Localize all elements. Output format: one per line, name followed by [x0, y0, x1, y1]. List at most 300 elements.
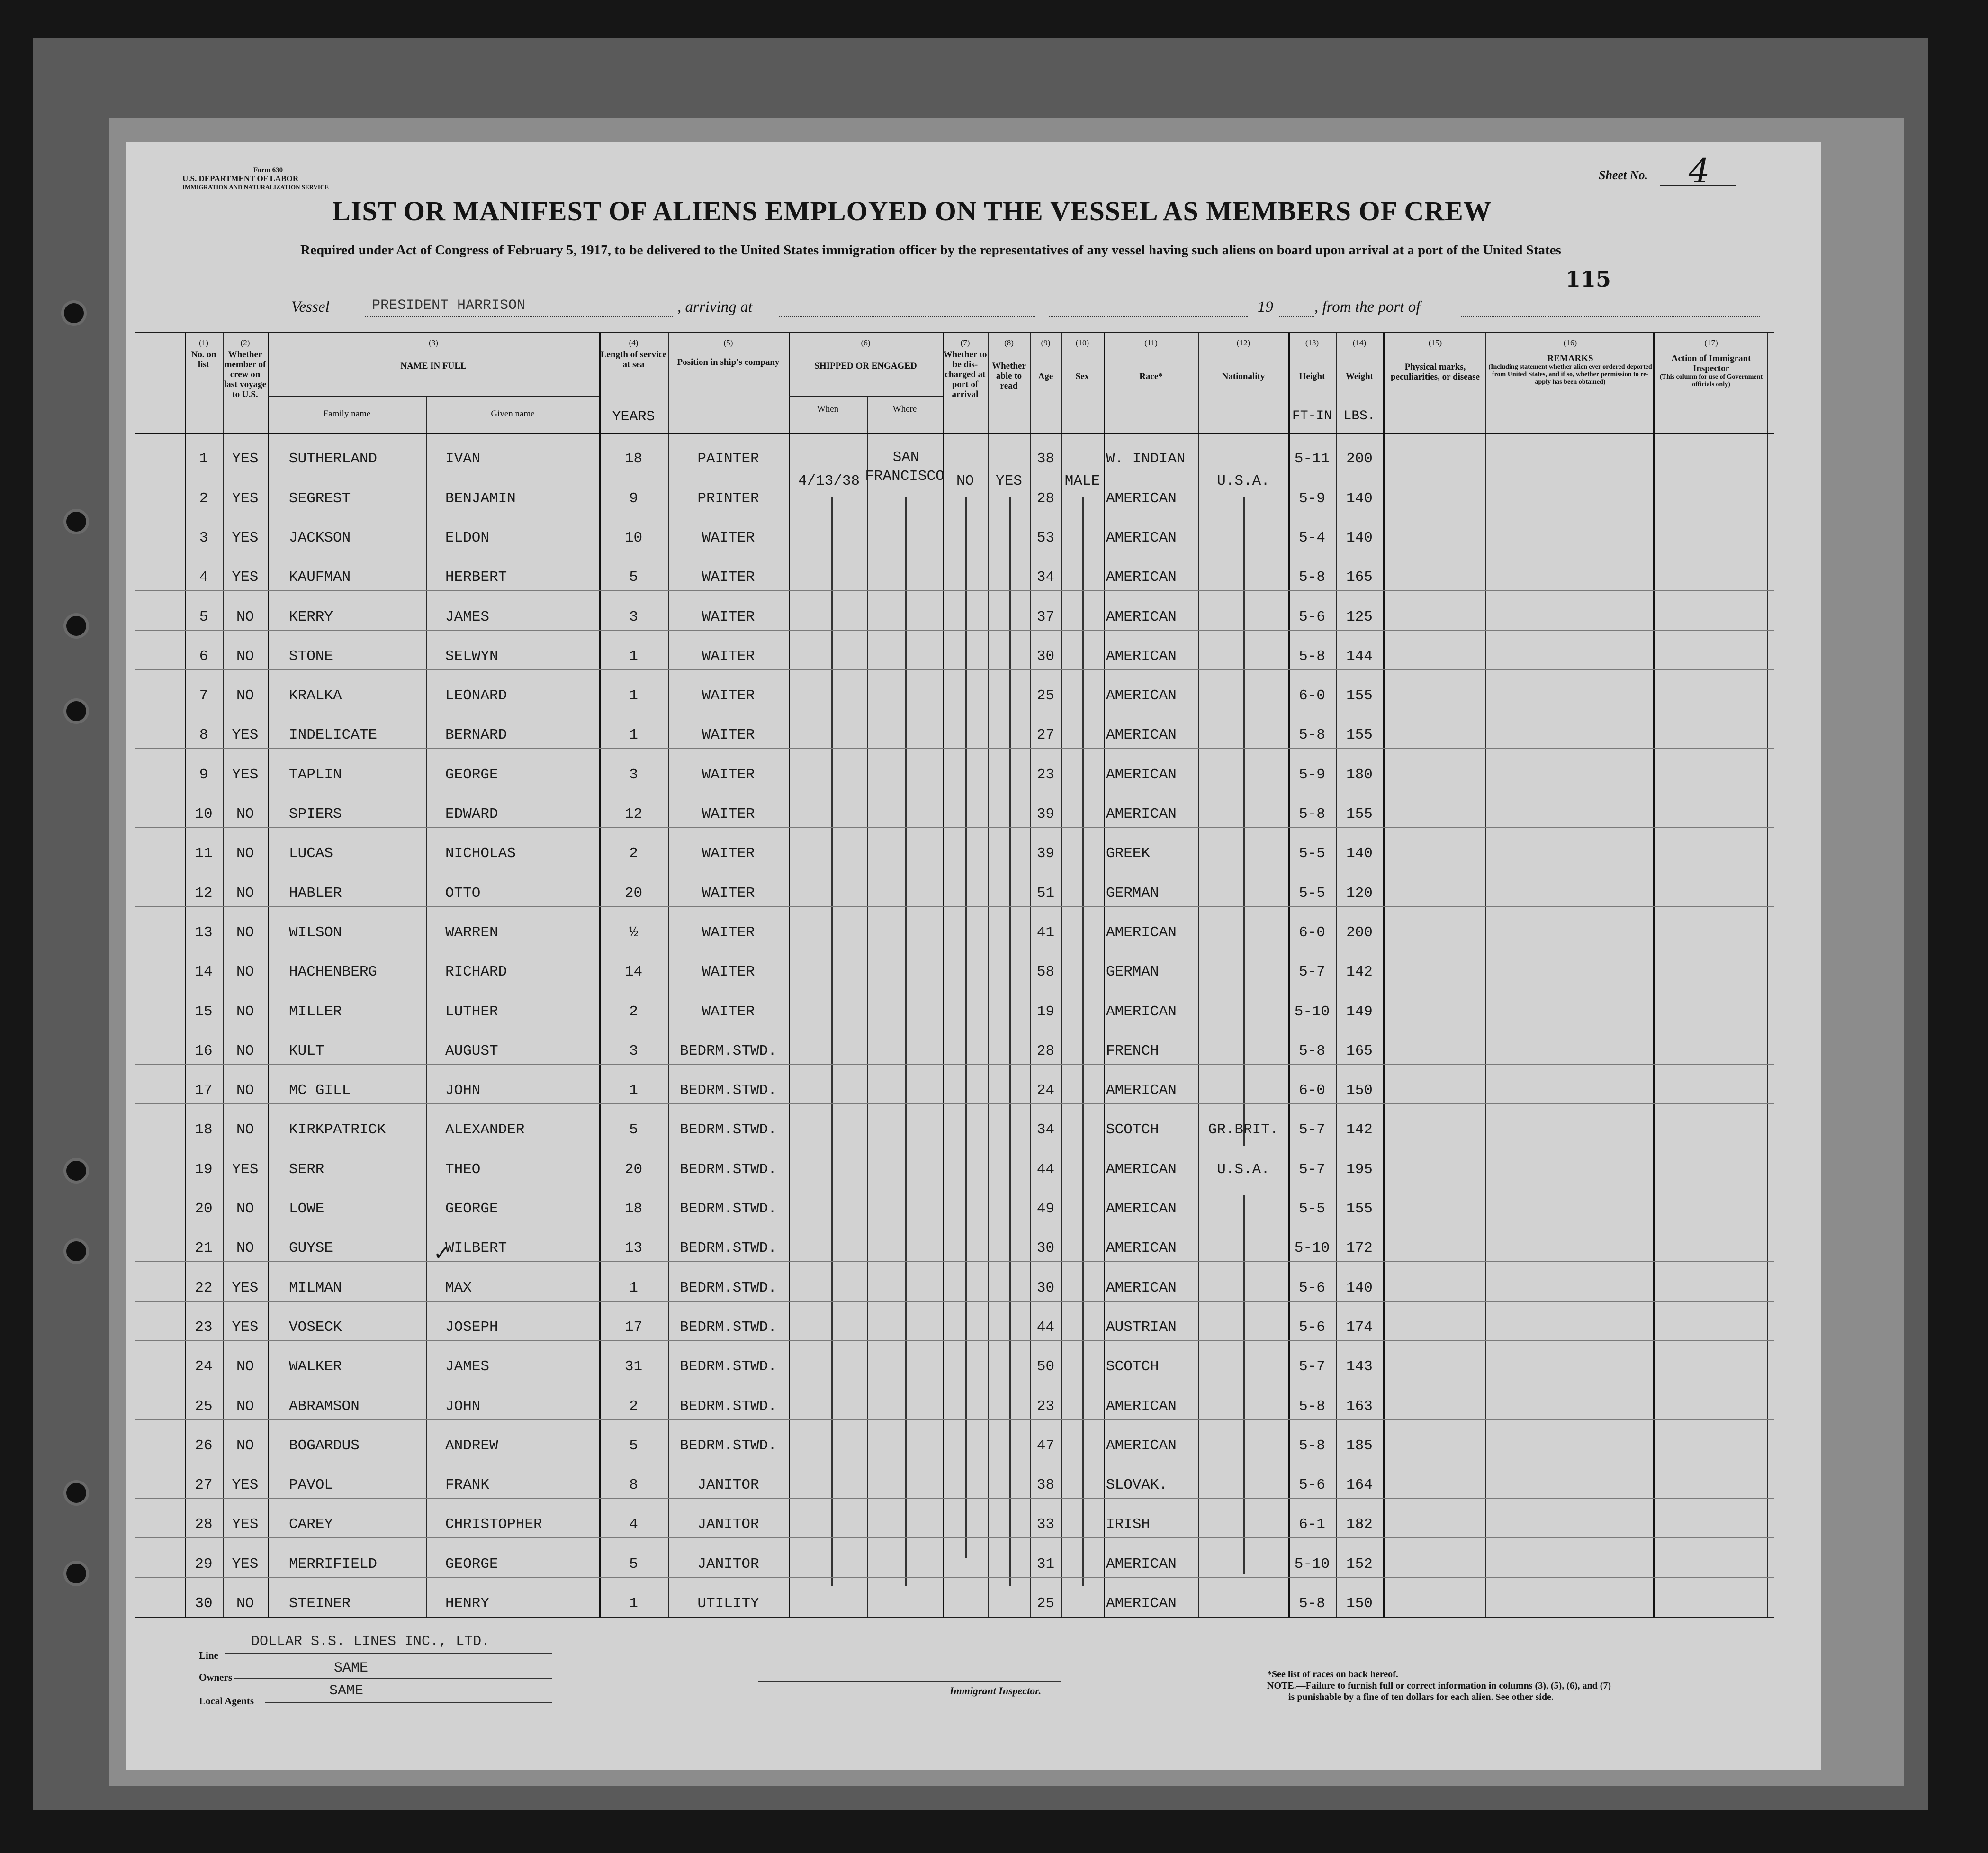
unit-ft-in: FT-IN [1292, 409, 1332, 424]
cell-crew: YES [232, 1516, 259, 1533]
cell-age: 44 [1036, 1161, 1055, 1178]
cell-race: GERMAN [1106, 964, 1159, 981]
cell-position: BEDRM.STWD. [680, 1437, 777, 1454]
cell-race: AMERICAN [1106, 727, 1177, 744]
header-num: (9) [1041, 338, 1051, 347]
cell-weight: 155 [1346, 727, 1373, 744]
cell-crew: NO [236, 964, 254, 981]
ditto-mark [831, 497, 833, 1586]
cell-family: JACKSON [289, 529, 351, 546]
ditto-mark [1243, 497, 1245, 1146]
cell-race: IRISH [1106, 1516, 1151, 1533]
row-divider [135, 1577, 1774, 1578]
cell-age: 25 [1036, 687, 1055, 705]
cell-no: 22 [195, 1279, 213, 1296]
cell-race: AMERICAN [1106, 1201, 1177, 1217]
cell-position: BEDRM.STWD. [680, 1358, 777, 1375]
cell-weight: 144 [1346, 648, 1373, 665]
cell-weight: 163 [1346, 1398, 1373, 1415]
cell-age: 19 [1036, 1003, 1055, 1020]
cell-family: SUTHERLAND [289, 451, 378, 468]
cell-family: VOSECK [289, 1319, 342, 1336]
cell-given: JAMES [445, 608, 490, 625]
cell-age: 38 [1036, 451, 1055, 468]
cell-position: JANITOR [697, 1516, 759, 1533]
cell-family: KRALKA [289, 687, 342, 705]
punch-hole-icon [64, 303, 84, 323]
cell-given: AUGUST [445, 1042, 498, 1059]
year-label: 19 [1258, 298, 1273, 316]
cell-weight: 200 [1346, 924, 1373, 941]
cell-race: FRENCH [1106, 1042, 1159, 1059]
cell-given: FRANK [445, 1477, 490, 1494]
cell-height: 5-6 [1299, 608, 1325, 625]
row-divider [135, 669, 1774, 670]
cell-position: WAITER [702, 569, 755, 586]
cell-no: 26 [195, 1437, 213, 1454]
service: IMMIGRATION AND NATURALIZATION SERVICE [182, 183, 329, 190]
header-label: REMARKS [1547, 353, 1593, 363]
ditto-mark [1243, 1195, 1245, 1574]
header-label: Action of Immigrant Inspector [1671, 353, 1751, 373]
cell-race: W. INDIAN [1106, 451, 1186, 468]
header-service [599, 338, 668, 370]
cell-no: 29 [195, 1555, 213, 1573]
cell-age: 34 [1036, 569, 1055, 586]
cell-age: 28 [1036, 490, 1055, 507]
cell-race: SCOTCH [1106, 1358, 1159, 1375]
cell-years: 10 [624, 529, 643, 546]
col-divider [1653, 333, 1655, 1617]
row-divider [135, 1498, 1774, 1499]
cell-no: 28 [195, 1516, 213, 1533]
cell-no: 7 [199, 687, 208, 705]
row-divider [135, 590, 1774, 591]
cell-height: 5-8 [1299, 648, 1325, 665]
page-subtitle: Required under Act of Congress of February 5, 1917, to be delivered to the United States immigration officer by the representatives of any vessel having such aliens on board upon arrival at a port of the United States [300, 243, 1561, 258]
cell-no: 17 [195, 1082, 213, 1099]
cell-race: GERMAN [1106, 885, 1159, 902]
cell-family: INDELICATE [289, 727, 378, 744]
cell-race: AMERICAN [1106, 1082, 1177, 1099]
cell-age: 38 [1036, 1477, 1055, 1494]
cell-years: 12 [624, 806, 643, 823]
sheet-number-label: Sheet No. [1599, 168, 1648, 182]
cell-age: 31 [1036, 1555, 1055, 1573]
cell-position: WAITER [702, 924, 755, 941]
cell-years: 1 [629, 1595, 638, 1612]
cell-position: WAITER [702, 727, 755, 744]
cell-nationality: GR.BRIT. [1208, 1121, 1279, 1139]
header-num: (10) [1075, 338, 1089, 347]
row-divider [135, 1103, 1774, 1104]
cell-race: GREEK [1106, 845, 1151, 862]
header-label: Whether to be dis-charged at port of arrival [943, 350, 987, 399]
col-divider [789, 333, 790, 1617]
cell-weight: 165 [1346, 1042, 1373, 1059]
cell-weight: 152 [1346, 1555, 1373, 1573]
cell-crew: YES [232, 451, 259, 468]
col-divider [1061, 333, 1062, 1617]
cell-race: SCOTCH [1106, 1121, 1159, 1139]
header-num: (2) [240, 338, 250, 347]
cell-position: WAITER [702, 766, 755, 783]
manifest-sheet [126, 142, 1821, 1770]
cell-years: 4 [629, 1516, 638, 1533]
cell-given: MAX [445, 1279, 472, 1296]
header-num: (6) [861, 338, 871, 347]
cell-race: AMERICAN [1106, 490, 1177, 507]
cell-height: 5-7 [1299, 964, 1325, 981]
header-label: Whether member of crew on last voyage to U.S. [224, 350, 267, 399]
header-position [668, 338, 789, 367]
header-shipped [789, 338, 943, 371]
cell-race: AMERICAN [1106, 1240, 1177, 1257]
department: U.S. DEPARTMENT OF LABOR [182, 174, 299, 183]
cell-family: CAREY [289, 1516, 333, 1533]
races-note: *See list of races on back hereof. [1267, 1669, 1398, 1680]
cell-years: 5 [629, 1555, 638, 1573]
cell-weight: 149 [1346, 1003, 1373, 1020]
cell-given: JOHN [445, 1082, 481, 1099]
cell-race: AMERICAN [1106, 687, 1177, 705]
cell-no: 20 [195, 1201, 213, 1217]
col-divider [426, 396, 427, 1617]
cell-position: JANITOR [697, 1555, 759, 1573]
cell-given: GEORGE [445, 1555, 498, 1573]
cell-no: 13 [195, 924, 213, 941]
cell-years: 20 [624, 1161, 643, 1178]
cell-years: 8 [629, 1477, 638, 1494]
cell-race: AUSTRIAN [1106, 1319, 1177, 1336]
cell-age: 24 [1036, 1082, 1055, 1099]
cell-race: AMERICAN [1106, 806, 1177, 823]
cell-age: 23 [1036, 1398, 1055, 1415]
cell-given: OTTO [445, 885, 481, 902]
cell-position: WAITER [702, 1003, 755, 1020]
vessel-name: PRESIDENT HARRISON [372, 298, 526, 314]
cell-height: 6-1 [1299, 1516, 1325, 1533]
header-label: Height [1299, 371, 1325, 381]
header-label: NAME IN FULL [400, 361, 467, 371]
row-divider [135, 748, 1774, 749]
cell-no: 4 [199, 569, 208, 586]
cell-height: 6-0 [1299, 1082, 1325, 1099]
row-divider [135, 1340, 1774, 1341]
cell-position: WAITER [702, 964, 755, 981]
cell-years: 2 [629, 1003, 638, 1020]
col-divider [1104, 333, 1105, 1617]
cell-position: WAITER [702, 529, 755, 546]
header-sublabel: (Including statement whether alien ever ordered deported from United States, and if so, whether permission to re-apply has been obtained) [1488, 363, 1652, 386]
cell-race: AMERICAN [1106, 1398, 1177, 1415]
cell-height: 5-6 [1299, 1279, 1325, 1296]
cell-position: WAITER [702, 608, 755, 625]
cell-age: 41 [1036, 924, 1055, 941]
penalty-note-2: is punishable by a fine of ten dollars for each alien. See other side. [1288, 1692, 1554, 1702]
row-divider [135, 1261, 1774, 1262]
cell-position: WAITER [702, 648, 755, 665]
row-divider [135, 630, 1774, 631]
col-divider [1767, 333, 1768, 1617]
header-num: (16) [1563, 338, 1577, 347]
cell-when: 4/13/38 [798, 473, 860, 489]
cell-race: AMERICAN [1106, 1437, 1177, 1454]
cell-given: ALEXANDER [445, 1121, 525, 1139]
cell-race: AMERICAN [1106, 766, 1177, 783]
cell-height: 5-10 [1294, 1555, 1330, 1573]
header-label: Age [1038, 371, 1053, 381]
cell-nationality: U.S.A. [1217, 473, 1270, 489]
cell-crew: YES [232, 1555, 259, 1573]
cell-no: 10 [195, 806, 213, 823]
cell-years: 14 [624, 964, 643, 981]
cell-given: LUTHER [445, 1003, 498, 1020]
cell-crew: NO [236, 806, 254, 823]
ditto-mark [1009, 497, 1011, 1586]
header-num: (14) [1352, 338, 1367, 347]
cell-crew: YES [232, 529, 259, 546]
cell-family: KIRKPATRICK [289, 1121, 386, 1139]
name-subheader-line [268, 396, 599, 397]
cell-no: 25 [195, 1398, 213, 1415]
cell-given: BERNARD [445, 727, 507, 744]
header-crew [223, 338, 268, 399]
cell-years: 1 [629, 727, 638, 744]
cell-years: 5 [629, 1437, 638, 1454]
page-title: LIST OR MANIFEST OF ALIENS EMPLOYED ON THE VESSEL AS MEMBERS OF CREW [332, 196, 1492, 226]
cell-weight: 140 [1346, 490, 1373, 507]
cell-height: 5-8 [1299, 569, 1325, 586]
cell-crew: YES [232, 569, 259, 586]
cell-family: HABLER [289, 885, 342, 902]
cell-weight: 142 [1346, 1121, 1373, 1139]
cell-crew: NO [236, 845, 254, 862]
row-divider [135, 1064, 1774, 1065]
header-remarks [1487, 338, 1653, 386]
cell-race: AMERICAN [1106, 924, 1177, 941]
cell-family: MILLER [289, 1003, 342, 1020]
cell-years: 13 [624, 1240, 643, 1257]
header-num: (5) [723, 338, 733, 347]
cell-age: 30 [1036, 648, 1055, 665]
row-divider [135, 1301, 1774, 1302]
cell-height: 5-8 [1299, 1437, 1325, 1454]
header-sex [1061, 338, 1104, 381]
header-sublabel: (This column for use of Government officials only) [1659, 373, 1763, 388]
cell-family: SEGREST [289, 490, 351, 507]
ditto-mark [1082, 497, 1084, 1586]
cell-position: WAITER [702, 687, 755, 705]
arriving-underline [779, 316, 1035, 317]
cell-given: RICHARD [445, 964, 507, 981]
vessel-underline [365, 316, 673, 317]
check-mark-icon: ✓ [433, 1241, 450, 1265]
cell-no: 21 [195, 1240, 213, 1257]
cell-crew: YES [232, 1477, 259, 1494]
cell-years: 1 [629, 1279, 638, 1296]
header-num: (12) [1236, 338, 1250, 347]
cell-years: 20 [624, 885, 643, 902]
cell-position: BEDRM.STWD. [680, 1121, 777, 1139]
cell-family: TAPLIN [289, 766, 342, 783]
cell-weight: 174 [1346, 1319, 1373, 1336]
cell-age: 39 [1036, 806, 1055, 823]
cell-position: PRINTER [697, 490, 759, 507]
punch-hole-icon [66, 701, 86, 721]
stamp-number: 115 [1565, 266, 1611, 292]
cell-crew: NO [236, 1595, 254, 1612]
header-name [268, 338, 599, 371]
manifest-table [135, 332, 1774, 1618]
cell-weight: 140 [1346, 1279, 1373, 1296]
cell-weight: 155 [1346, 806, 1373, 823]
cell-given: ELDON [445, 529, 490, 546]
cell-height: 5-7 [1299, 1161, 1325, 1178]
cell-height: 6-0 [1299, 924, 1325, 941]
header-label: Whether able to read [992, 361, 1026, 391]
header-bottom-line [135, 433, 1774, 434]
cell-family: PAVOL [289, 1477, 333, 1494]
cell-weight: 164 [1346, 1477, 1373, 1494]
cell-no: 3 [199, 529, 208, 546]
cell-crew: YES [232, 1319, 259, 1336]
cell-height: 5-8 [1299, 806, 1325, 823]
cell-no: 6 [199, 648, 208, 665]
cell-years: 1 [629, 1082, 638, 1099]
cell-no: 12 [195, 885, 213, 902]
cell-no: 23 [195, 1319, 213, 1336]
header-label: Sex [1075, 371, 1089, 381]
cell-years: 2 [629, 1398, 638, 1415]
header-given-name: Given name [491, 409, 535, 419]
cell-crew: NO [236, 924, 254, 941]
cell-position: BEDRM.STWD. [680, 1279, 777, 1296]
cell-age: 37 [1036, 608, 1055, 625]
cell-family: HACHENBERG [289, 964, 378, 981]
cell-crew: NO [236, 1358, 254, 1375]
header-physical-marks [1385, 338, 1485, 382]
cell-where-line1: SAN [892, 449, 919, 466]
cell-nationality: U.S.A. [1217, 1161, 1270, 1178]
cell-family: GUYSE [289, 1240, 333, 1257]
cell-age: 58 [1036, 964, 1055, 981]
cell-position: WAITER [702, 885, 755, 902]
header-label: No. on list [191, 350, 216, 370]
arriving-label: , arriving at [677, 298, 753, 316]
form-number: Form 630 [253, 166, 283, 174]
header-label: SHIPPED OR ENGAGED [814, 361, 917, 371]
cell-weight: 172 [1346, 1240, 1373, 1257]
cell-race: AMERICAN [1106, 1003, 1177, 1020]
cell-weight: 120 [1346, 885, 1373, 902]
cell-crew: NO [236, 687, 254, 705]
cell-age: 47 [1036, 1437, 1055, 1454]
cell-family: KULT [289, 1042, 324, 1059]
cell-given: CHRISTOPHER [445, 1516, 542, 1533]
cell-weight: 142 [1346, 964, 1373, 981]
inspector-signature-line [758, 1681, 1061, 1682]
owners-label: Owners [199, 1672, 232, 1683]
agents-underline [265, 1702, 552, 1703]
cell-height: 5-7 [1299, 1358, 1325, 1375]
cell-position: WAITER [702, 845, 755, 862]
year-underline [1279, 316, 1314, 317]
cell-race: AMERICAN [1106, 608, 1177, 625]
header-label: Nationality [1222, 371, 1265, 381]
cell-no: 15 [195, 1003, 213, 1020]
cell-family: SPIERS [289, 806, 342, 823]
owners-value: SAME [334, 1660, 369, 1676]
cell-years: 18 [624, 451, 643, 468]
agents-label: Local Agents [199, 1695, 254, 1707]
cell-weight: 180 [1346, 766, 1373, 783]
header-num: (3) [429, 338, 438, 347]
cell-given: SELWYN [445, 648, 498, 665]
header-label: Race* [1139, 371, 1163, 381]
cell-age: 23 [1036, 766, 1055, 783]
line-underline [225, 1653, 552, 1654]
cell-weight: 165 [1346, 569, 1373, 586]
cell-family: WILSON [289, 924, 342, 941]
unit-lbs: LBS. [1343, 409, 1376, 424]
header-num: (4) [629, 338, 639, 347]
cell-years: 31 [624, 1358, 643, 1375]
cell-position: WAITER [702, 806, 755, 823]
cell-crew: YES [232, 1279, 259, 1296]
cell-crew: YES [232, 727, 259, 744]
cell-family: MC GILL [289, 1082, 351, 1099]
cell-position: BEDRM.STWD. [680, 1319, 777, 1336]
punch-hole-icon [66, 1241, 86, 1261]
col-divider [988, 333, 989, 1617]
cell-years: ½ [629, 924, 638, 941]
cell-weight: 143 [1346, 1358, 1373, 1375]
cell-given: JOHN [445, 1398, 481, 1415]
cell-crew: NO [236, 648, 254, 665]
cell-height: 5-10 [1294, 1003, 1330, 1020]
header-num: (13) [1305, 338, 1319, 347]
cell-height: 5-8 [1299, 1595, 1325, 1612]
ditto-mark [905, 497, 907, 1586]
cell-family: ABRAMSON [289, 1398, 360, 1415]
punch-hole-icon [66, 512, 86, 532]
cell-weight: 155 [1346, 687, 1373, 705]
cell-no: 30 [195, 1595, 213, 1612]
cell-given: IVAN [445, 451, 481, 468]
cell-no: 11 [195, 845, 213, 862]
cell-height: 5-5 [1299, 845, 1325, 862]
cell-years: 2 [629, 845, 638, 862]
cell-race: AMERICAN [1106, 648, 1177, 665]
cell-no: 24 [195, 1358, 213, 1375]
line-label: Line [199, 1650, 218, 1661]
header-label: Physical marks, peculiarities, or disease [1390, 362, 1480, 382]
cell-family: LOWE [289, 1201, 324, 1217]
sheet-number-value: 4 [1689, 152, 1710, 190]
cell-crew: YES [232, 1161, 259, 1178]
cell-age: 30 [1036, 1240, 1055, 1257]
cell-family: LUCAS [289, 845, 333, 862]
cell-age: 28 [1036, 1042, 1055, 1059]
cell-discharged: NO [956, 473, 974, 489]
cell-given: JOSEPH [445, 1319, 498, 1336]
cell-crew: YES [232, 766, 259, 783]
cell-years: 3 [629, 608, 638, 625]
cell-no: 5 [199, 608, 208, 625]
cell-read: YES [996, 473, 1022, 489]
cell-race: AMERICAN [1106, 1161, 1177, 1178]
